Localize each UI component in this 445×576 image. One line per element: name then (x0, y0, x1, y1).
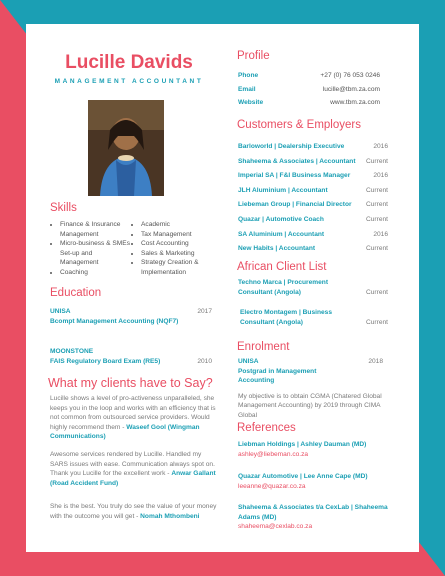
testimonial (50, 502, 220, 521)
enrolment-school: UNISA (238, 358, 259, 365)
reference-email[interactable]: leeanne@quazar.co.za (238, 482, 306, 490)
education-item (50, 347, 212, 366)
education-detail: FAIS Regulatory Board Exam (RE5) (50, 357, 161, 365)
website-value[interactable]: www.tbm.za.com (330, 99, 380, 107)
education-detail: Bcompt Management Accounting (NQF7) (50, 317, 179, 325)
african-clients-heading: African Client List (237, 261, 327, 273)
african-client-when: Current (366, 288, 388, 296)
enrolment-block (238, 357, 383, 421)
customer-when: 2016 (373, 172, 388, 180)
profile-photo (88, 100, 164, 196)
skill-item: • Coaching (60, 268, 131, 278)
education-school: MOONSTONE (50, 348, 94, 355)
reference-name: Liebman Holdings | Ashley Dauman (MD) (238, 441, 367, 448)
skill-item: • Tax Management (141, 230, 224, 240)
education-school: UNISA (50, 308, 71, 315)
education-item (50, 307, 212, 326)
phone-value: +27 (0) 76 053 0246 (320, 72, 380, 79)
enrolment-year: 2018 (368, 358, 383, 365)
african-client-when: Current (366, 318, 388, 326)
photo-illustration (88, 100, 164, 196)
skill-item: • Cost Accounting (141, 239, 224, 249)
profile-label: Website (238, 99, 264, 107)
customer-when: Current (366, 201, 388, 209)
skills-heading: Skills (50, 202, 77, 214)
customer-when: 2016 (373, 143, 388, 150)
skill-item: • Strategy Creation & Implementation (141, 258, 224, 277)
reference-item (238, 472, 408, 491)
enrolment-heading: Enrolment (237, 341, 290, 353)
profile-label: Phone (238, 72, 259, 79)
customer-when: 2016 (373, 230, 388, 238)
testimonial-text: Awesome services rendered by Lucille. Handled my SARS issues with ease. Communication always spot on. Thank you Lucille for the excellent work - (50, 451, 215, 478)
testimonial-author: Anwar Gallant (Road Accident Fund) (50, 470, 216, 487)
customer-name: SA Aluminium | Accountant (238, 230, 325, 238)
skills-list-left (51, 220, 131, 278)
customer-name: Imperial SA | F&I Business Manager (238, 172, 351, 180)
reference-email[interactable]: shaheema@cexlab.co.za (238, 523, 313, 531)
customer-name: Liebeman Group | Financial Director (238, 201, 352, 209)
reference-item (238, 503, 410, 532)
profile-rows (238, 71, 380, 108)
email-value[interactable]: lucille@tbm.za.com (322, 85, 380, 93)
reference-name: Quazar Automotive | Lee Anne Cape (MD) (238, 473, 368, 480)
testimonial (50, 394, 220, 442)
customer-name: Barloworld | Dealership Executive (238, 143, 345, 150)
skills-list-right (132, 220, 224, 278)
customers-heading: Customers & Employers (237, 119, 361, 131)
customer-when: Current (366, 215, 388, 223)
testimonials-heading: What my clients have to Say? (48, 376, 213, 390)
customer-when: Current (366, 245, 388, 253)
customer-when: Current (366, 186, 388, 194)
resume-page (26, 24, 419, 552)
references-heading: References (237, 422, 296, 434)
customers-list (238, 142, 388, 254)
profile-heading: Profile (237, 50, 270, 62)
testimonial (50, 450, 220, 488)
customer-name: Shaheema & Associates | Accountant (238, 157, 356, 165)
testimonial-text: Lucille shows a level of pro-activeness unparalleled, she keeps you in the loop and works with an efficiency that is not common from outsourced service providers. Would highly recommend them - (50, 395, 216, 431)
skill-item: • Academic (141, 220, 224, 230)
african-client (240, 308, 388, 327)
reference-item (238, 440, 408, 459)
customer-name: Quazar | Automotive Coach (238, 215, 324, 223)
education-year: 2017 (197, 308, 212, 315)
customer-name: New Habits | Accountant (238, 245, 316, 253)
enrolment-objective: My objective is to obtain CGMA (Chatered Global Management Accounting) by 2019 through CIMA Global (238, 392, 382, 419)
african-client-name: Electro Montagem | Business Consultant (Angola) (240, 309, 332, 326)
african-client-name: Techno Marca | Procurement Consultant (Angola) (238, 279, 329, 296)
reference-email[interactable]: ashley@liebeman.co.za (238, 450, 309, 458)
candidate-role: MANAGEMENT ACCOUNTANT (54, 78, 204, 85)
african-client (238, 278, 388, 297)
skill-item: • Finance & Insurance Management (60, 220, 131, 239)
testimonial-text: She is the best. You truly do see the value of your money with the outcome you will get - (50, 503, 217, 520)
education-year: 2010 (197, 357, 212, 365)
enrolment-detail: Postgrad in Management Accounting (238, 367, 317, 385)
candidate-name: Lucille Davids (65, 52, 193, 73)
education-heading: Education (50, 287, 102, 299)
customer-name: JLH Aluminium | Accountant (238, 186, 328, 194)
skill-item: • Micro-business & SMEs Set-up and Management (60, 239, 131, 268)
skill-item: • Sales & Marketing (141, 249, 224, 259)
customer-when: Current (366, 157, 388, 165)
testimonial-author: Waseef Gool (Wingman Communications) (50, 423, 200, 441)
testimonial-author: Nomah Mthombeni (140, 512, 200, 520)
reference-name: Shaheema & Associates t/a CexLab | Shaheema Adams (MD) (238, 504, 388, 521)
profile-label: Email (238, 85, 256, 93)
